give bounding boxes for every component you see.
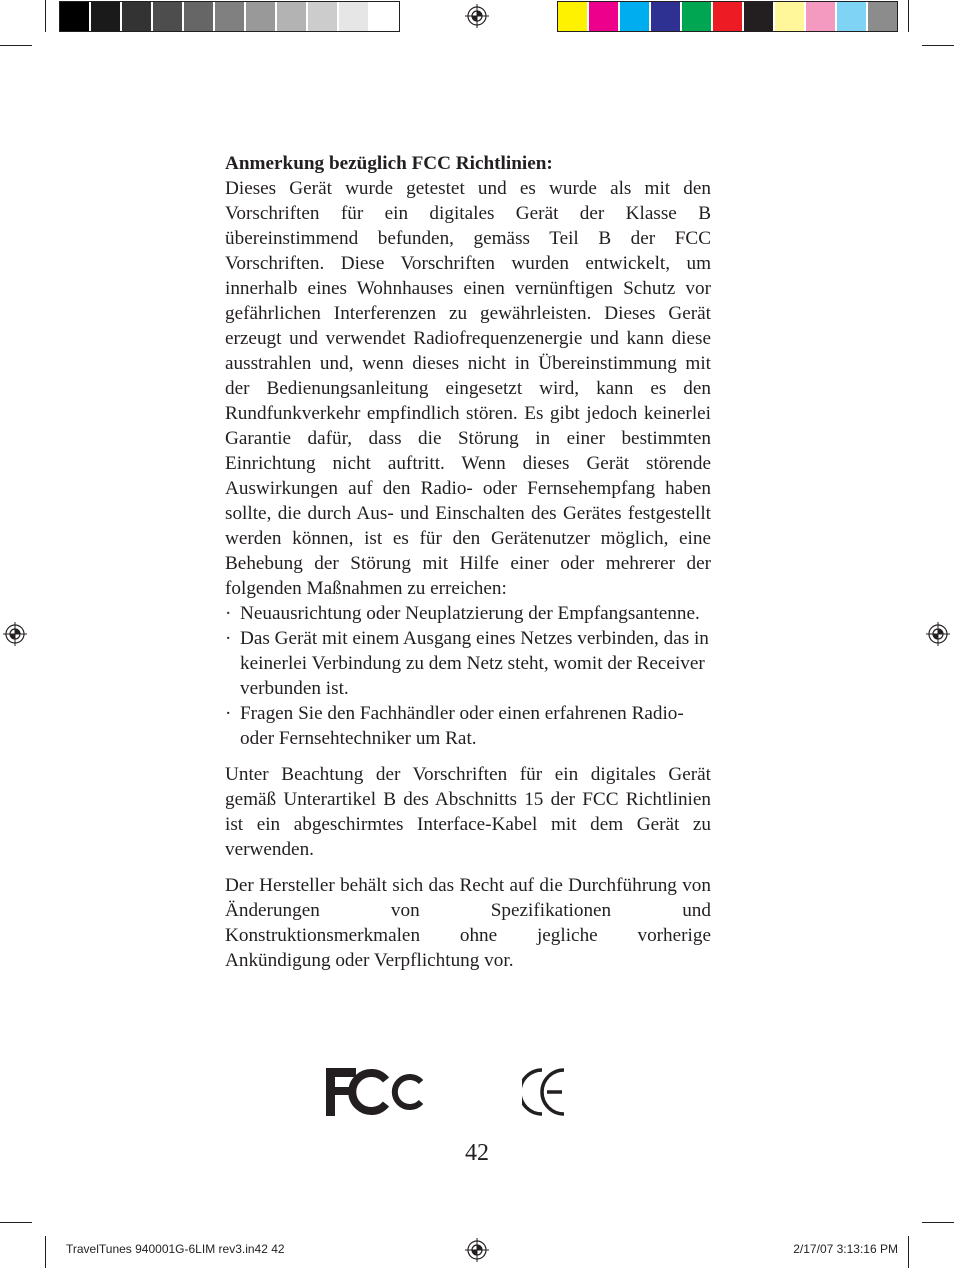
color-swatch	[620, 2, 651, 31]
crop-mark	[908, 1236, 909, 1268]
ce-mark-icon	[522, 1066, 568, 1118]
color-swatch	[60, 2, 91, 31]
crop-mark	[0, 1222, 32, 1223]
color-swatch	[215, 2, 246, 31]
list-item	[225, 601, 711, 626]
footer-timestamp: 2/17/07 3:13:16 PM	[793, 1242, 898, 1256]
crop-mark	[908, 0, 909, 32]
list-item-text: Das Gerät mit einem Ausgang eines Netzes verbinden, das in keinerlei Verbindung zu dem Netz steht, womit der Receiver verbunden ist.	[240, 628, 709, 699]
crop-mark	[922, 45, 954, 46]
registration-mark-icon	[926, 622, 950, 646]
grayscale-color-bar	[59, 1, 400, 32]
color-swatch	[370, 2, 399, 31]
notice-heading: Anmerkung bezüglich FCC Richtlinien:	[225, 153, 553, 174]
page-number: 42	[465, 1140, 489, 1166]
color-swatch	[277, 2, 308, 31]
process-color-bar	[557, 1, 898, 32]
bullet-marker: ·	[225, 703, 232, 724]
fcc-logo-icon	[325, 1066, 427, 1118]
footer-file-info: TravelTunes 940001G-6LIM rev3.in42 42	[66, 1242, 285, 1256]
notice-paragraph-intro: Dieses Gerät wurde getestet und es wurde als mit den Vorschriften für ein digitales Gerät der Klasse B übereinstimmend befunden, gemäss Teil B der FCC Vorschriften. Diese Vorschriften wurden entwickelt, um innerhalb eines Wohnhauses einen vernünftigen Schutz vor gefährlichen Interferenzen zu gewährleisten. Dieses Gerät erzeugt und verwendet Radiofrequenzenergie und kann diese ausstrahlen und, wenn dieses nicht in Übereinstimmung mit der Bedienungsanleitung eingesetzt wird, kann es den Rundfunkverkehr empfindlich stören. Es gibt jedoch keinerlei Garantie dafür, dass die Störung in einer bestimmten Einrichtung nicht auftritt. Wenn dieses Gerät störende Auswirkungen auf den Radio- oder Fernsehempfang haben sollte, die durch Aus- und Einschalten des Gerätes festgestellt werden können, ist es für den Gerätenutzer möglich, eine Behebung der Störung mit Hilfe einer oder mehrerer der folgenden Maßnahmen zu erreichen:	[225, 178, 711, 599]
notice-paragraph-cable: Unter Beachtung der Vorschriften für ein digitales Gerät gemäß Unterartikel B des Abschnitts 15 der FCC Richtlinien ist ein abgeschirmtes Interface-Kabel mit dem Gerät zu verwenden.	[225, 764, 711, 860]
remedy-list	[225, 601, 711, 751]
crop-mark	[45, 0, 46, 32]
color-swatch	[308, 2, 339, 31]
list-item-text: Neuausrichtung oder Neuplatzierung der Empfangsantenne.	[240, 603, 700, 624]
crop-mark	[45, 1236, 46, 1268]
color-swatch	[558, 2, 589, 31]
color-swatch	[837, 2, 868, 31]
list-item	[225, 701, 711, 751]
color-swatch	[806, 2, 837, 31]
color-swatch	[122, 2, 153, 31]
crop-mark	[922, 1222, 954, 1223]
bullet-marker: ·	[225, 628, 232, 649]
registration-mark-icon	[465, 1238, 489, 1262]
color-swatch	[246, 2, 277, 31]
notice-paragraph-manufacturer: Der Hersteller behält sich das Recht auf die Durchführung von Änderungen von Spezifikationen und Konstruktionsmerkmalen ohne jegliche vorherige Ankündigung oder Verpflichtung vor.	[225, 875, 711, 971]
crop-mark	[0, 45, 32, 46]
color-swatch	[775, 2, 806, 31]
color-swatch	[744, 2, 775, 31]
list-item	[225, 626, 711, 701]
color-swatch	[868, 2, 897, 31]
color-swatch	[651, 2, 682, 31]
color-swatch	[339, 2, 370, 31]
color-swatch	[682, 2, 713, 31]
color-swatch	[91, 2, 122, 31]
registration-mark-icon	[3, 622, 27, 646]
color-swatch	[153, 2, 184, 31]
color-swatch	[713, 2, 744, 31]
fcc-notice	[225, 151, 711, 973]
color-swatch	[184, 2, 215, 31]
registration-mark-icon	[465, 4, 489, 28]
list-item-text: Fragen Sie den Fachhändler oder einen erfahrenen Radio- oder Fernsehtechniker um Rat.	[240, 703, 684, 749]
bullet-marker: ·	[225, 603, 232, 624]
color-swatch	[589, 2, 620, 31]
